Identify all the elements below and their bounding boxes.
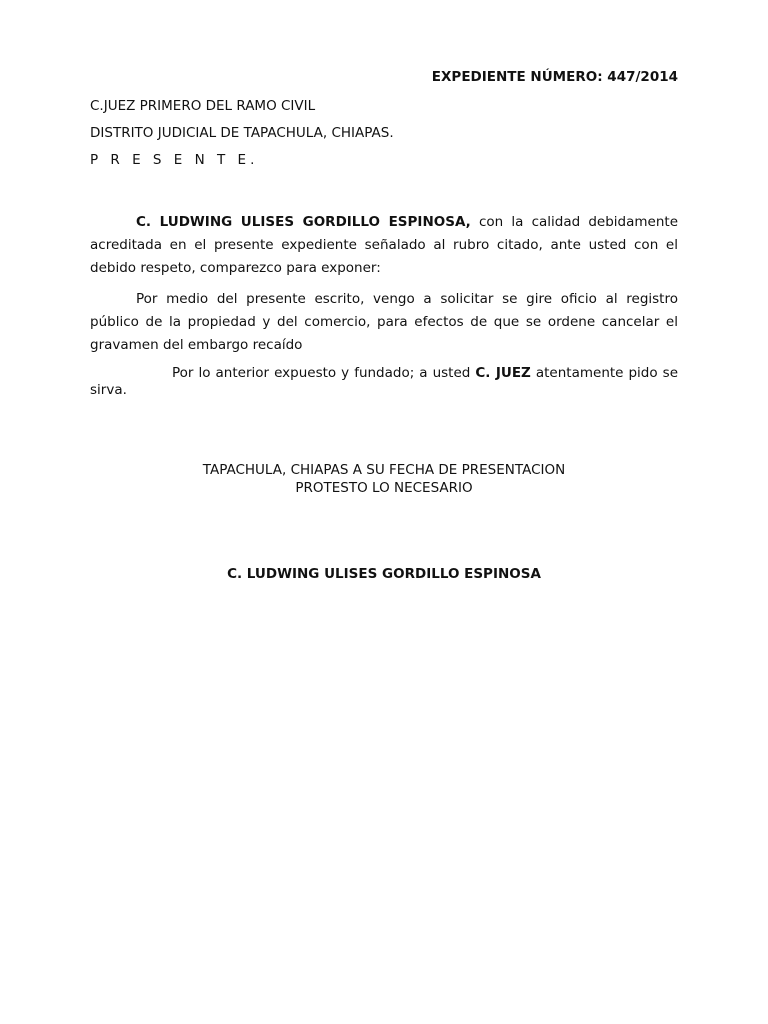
paragraph-request: Por medio del presente escrito, vengo a solicitar se gire oficio al registro público de la propiedad y del comercio, para efectos de que se ordene cancelar el gravamen del embargo recaído xyxy=(90,291,678,353)
protest-line: PROTESTO LO NECESARIO xyxy=(295,480,473,496)
addressee-district: DISTRITO JUDICIAL DE TAPACHULA, CHIAPAS. xyxy=(90,125,394,141)
closing-text-after: atentamente pido se sirva. xyxy=(90,365,679,398)
paragraph-appearance xyxy=(90,211,678,280)
file-number: EXPEDIENTE NÚMERO: 447/2014 xyxy=(431,69,678,85)
document-body xyxy=(90,66,678,586)
appearance-text: con la calidad debidamente acreditada en el presente expediente señalado al rubro citado, ante usted con el debido respeto, comparezco para exponer: xyxy=(90,214,678,276)
petitioner-name: C. LUDWING ULISES GORDILLO ESPINOSA, xyxy=(136,214,471,230)
signature-name: C. LUDWING ULISES GORDILLO ESPINOSA xyxy=(227,566,541,582)
place-date: TAPACHULA, CHIAPAS A SU FECHA DE PRESENTACION xyxy=(202,462,566,478)
addressee-present: P R E S E N T E. xyxy=(90,152,259,168)
paragraph-closing xyxy=(90,365,678,399)
closing-judge: C. JUEZ xyxy=(475,365,531,381)
closing-text-before: Por lo anterior expuesto y fundado; a usted xyxy=(172,365,476,381)
addressee-judge: C.JUEZ PRIMERO DEL RAMO CIVIL xyxy=(90,98,316,114)
